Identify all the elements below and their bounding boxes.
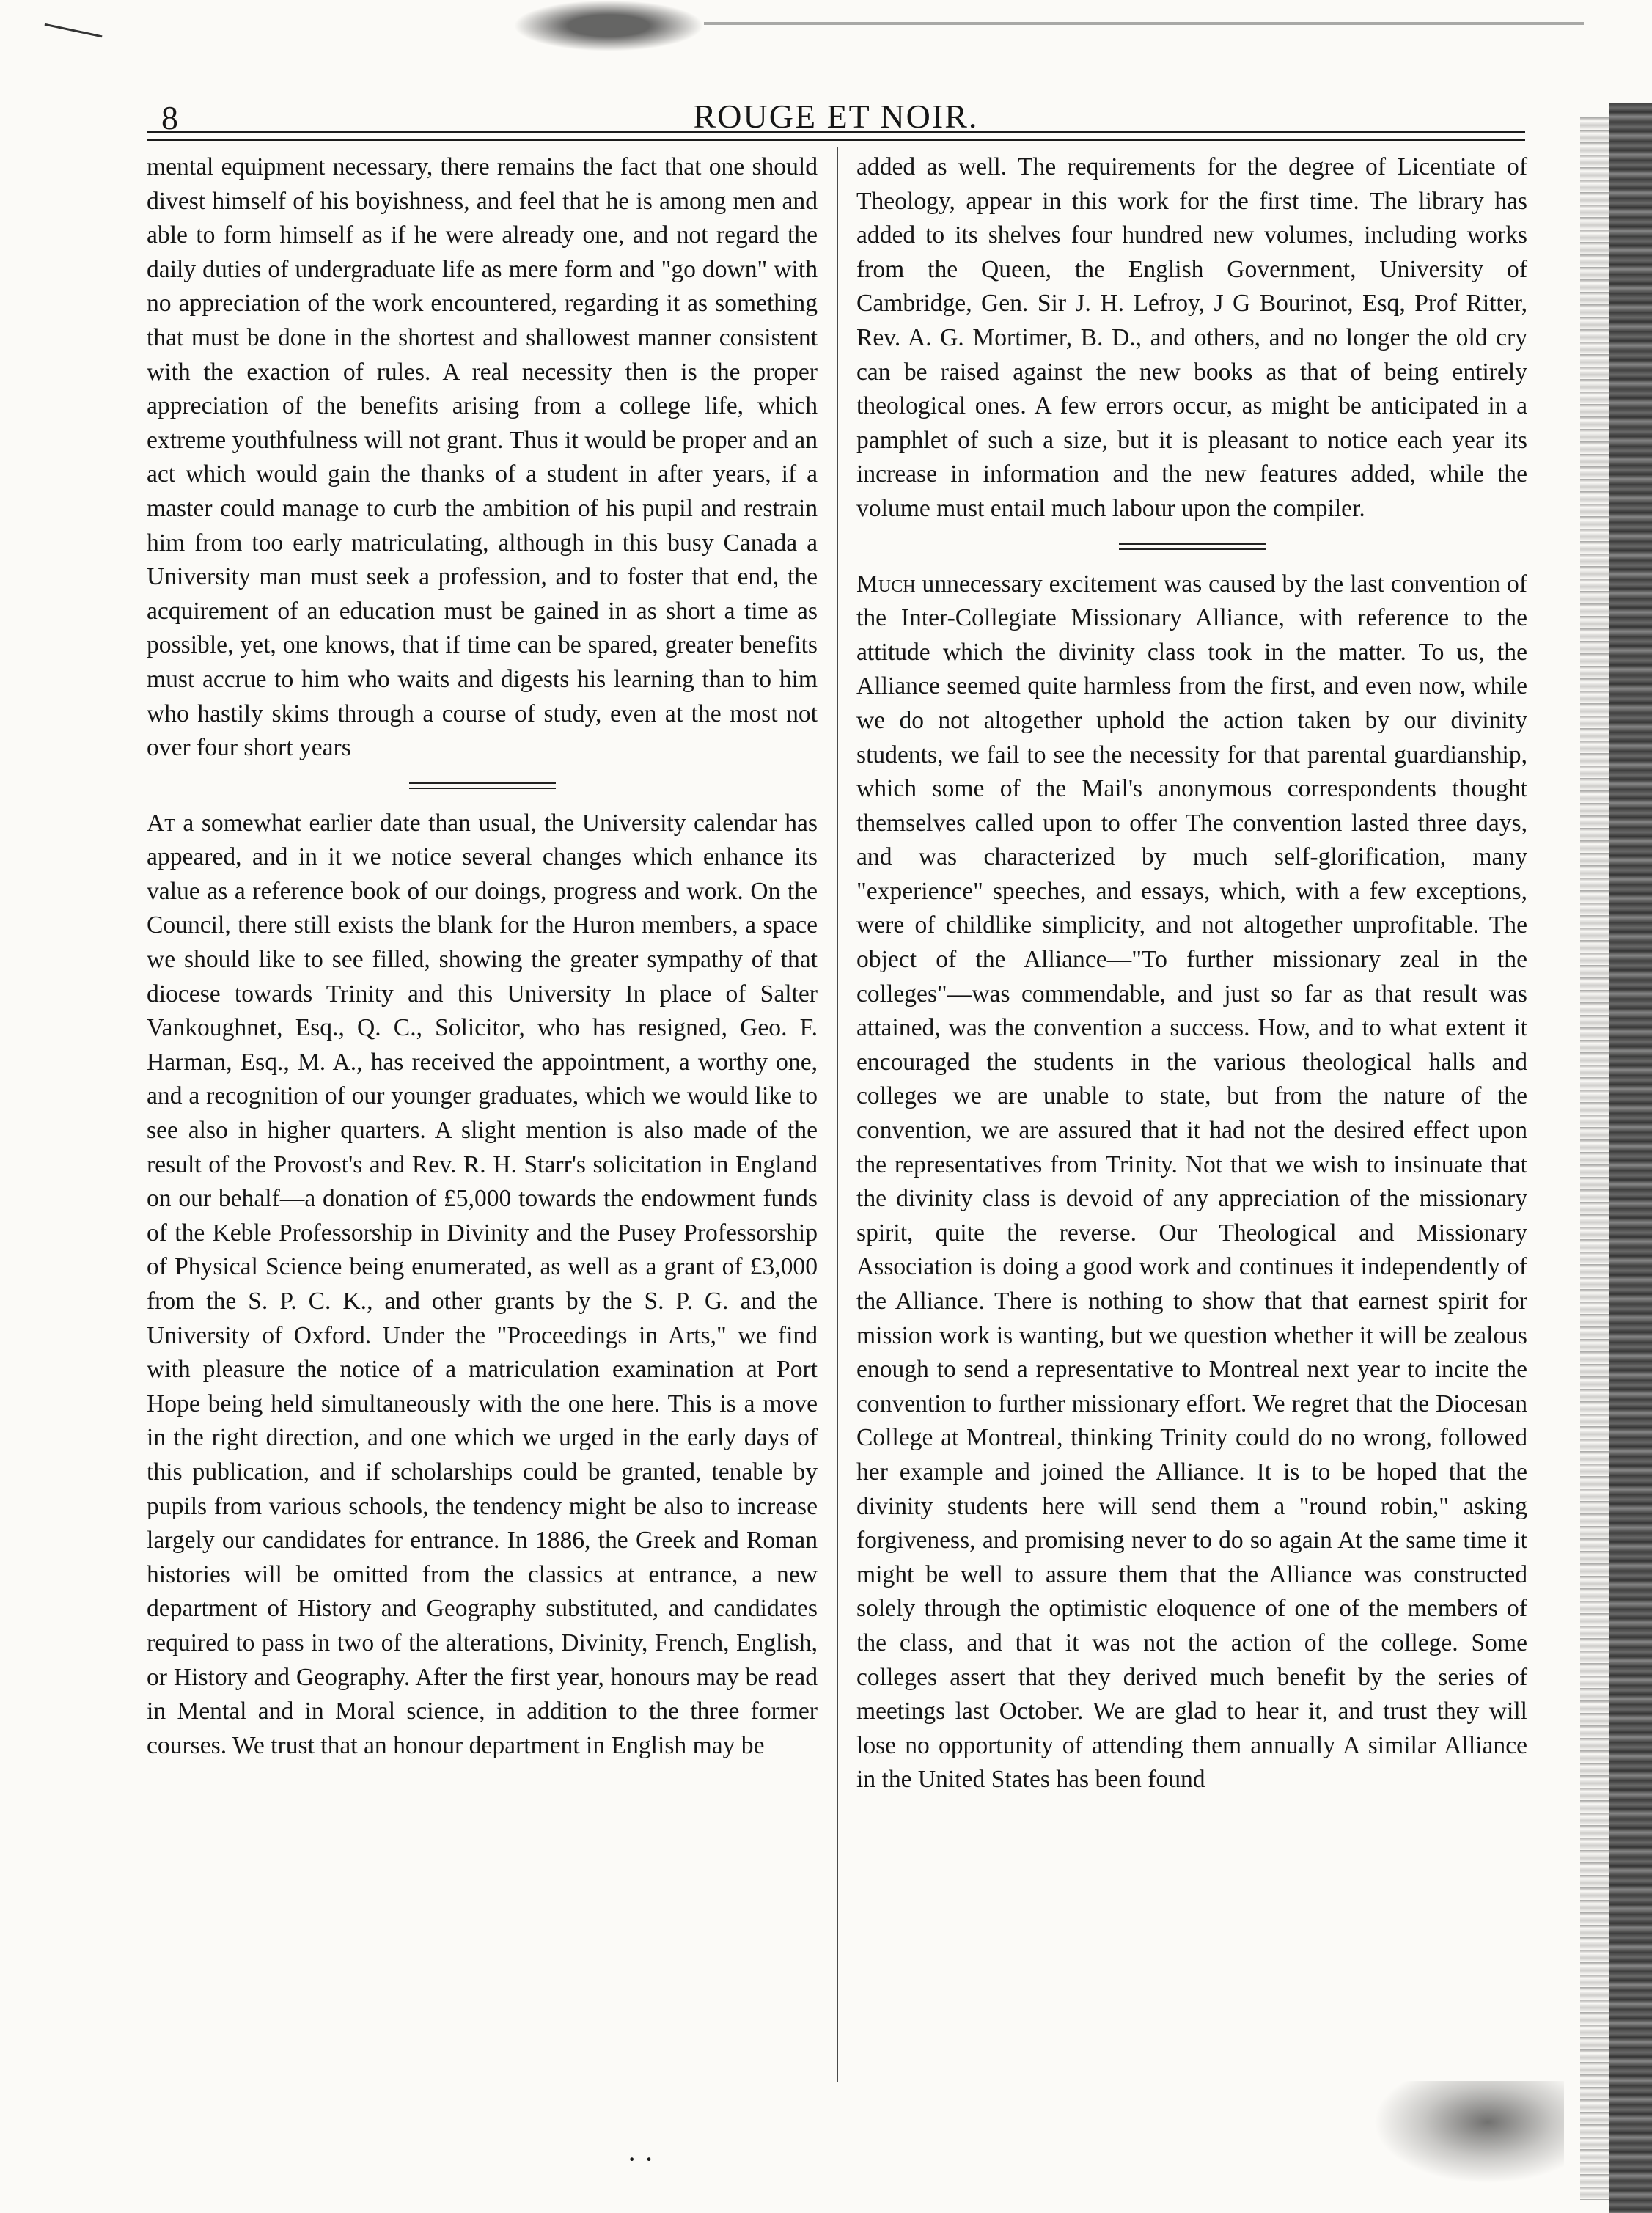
top-ornament-smudge	[513, 0, 704, 51]
header-double-rule	[147, 131, 1525, 141]
scan-dark-edge	[1609, 103, 1652, 2213]
bottom-ink-smudge	[1373, 2081, 1564, 2184]
section-separator	[409, 782, 556, 789]
article-paragraph: added as well. The requirements for the degree of Licentiate of Theology, appear in this work for the first time. The library has added to its shelves four hundred new volumes, including works from the Queen, the English Government, University of Cambridge, Gen. Sir J. H. Lefroy, J G Bourinot, Esq, Prof Ritter, Rev. A. G. Mortimer, B. D., and others, and no longer the old cry can be raised against the new books as that of being entirely theological ones. A few errors occur, as might be anticipated in a pamphlet of such a size, but it is pleasant to notice each year its increase in information and the new features added, while the volume must entail much labour upon the compiler.	[856, 153, 1527, 522]
lead-word: Much	[856, 570, 916, 598]
paragraph-body: a somewhat earlier date than usual, the University calendar has appeared, and in it we notice several changes which enhance its value as a reference book of our doings, progress and work. On the Council, there still exists the blank for the Huron members, a space we should like to see filled, showing the greater sympathy of that diocese towards Trinity and this University In place of Salter Vankoughnet, Esq., Q. C., Solicitor, who has resigned, Geo. F. Harman, Esq., M. A., has received the appointment, a worthy one, and a recognition of our younger graduates, which we would like to see also in higher quarters. A slight mention is also made of the result of the Provost's and Rev. R. H. Starr's solicitation in England on our behalf—a donation of £5,000 towards the endowment funds of the Keble Professorship in Divinity and the Pusey Professorship of Physical Science being enumerated, as well as a grant of £3,000 from the S. P. C. K., and other grants by the S. P. G. and the University of Oxford. Under the "Proceedings in Arts," we find with pleasure the notice of a matriculation examination at Port Hope being held simultaneously with the one here. This is a move in the right direction, and one which we urged in the early days of this publication, and if scholarships could be granted, tenable by pupils from various schools, the tendency might be also to increase largely our candidates for entrance. In 1886, the Greek and Roman histories will be omitted from the classics at entrance, a new department of History and Geography substituted, and candidates required to pass in two of the alterations, Divinity, French, English, or History and Geography. After the first year, honours may be read in Mental and in Moral science, in addition to the three former courses. We trust that an honour department in English may be	[147, 809, 818, 1759]
scan-edge-fringe	[1580, 117, 1609, 2200]
top-scan-line	[704, 22, 1584, 25]
corner-scan-mark	[45, 23, 103, 38]
page-title: ROUGE ET NOIR.	[693, 98, 979, 135]
article-paragraph: mental equipment necessary, there remains the fact that one should divest himself of his boyishness, and feel that he is among men and able to form himself as if he were already one, and not regard the daily duties of undergraduate life as mere form and "go down" with no appreciation of the work encountered, regarding it as something that must be done in the shortest and shallowest manner consistent with the exaction of rules. A real necessity then is the proper appreciation of the benefits arising from a college life, which extreme youthfulness will not grant. Thus it would be proper and an act which would gain the thanks of a student in after years, if a master could manage to curb the ambition of his pupil and restrain him from too early matriculating, although in this busy Canada a University man must seek a profession, and to foster that end, the acquirement of an education must be gained in as short a time as possible, yet, one knows, that if time can be spared, greater benefits must accrue to him who waits and digests his learning than to him who hastily skims through a course of study, even at the most not over four short years	[147, 153, 818, 762]
paragraph-body: unnecessary excitement was caused by the last convention of the Inter-Collegiate Missionary Alliance, with reference to the attitude which the divinity class took in the matter. To us, the Alliance seemed quite harmless from the first, and even now, while we do not altogether uphold the action taken by our divinity students, we fail to see the necessity for that parental guardianship, which some of the Mail's anonymous correspondents thought themselves called upon to offer The convention lasted three days, and was characterized by much self-glorification, many "experience" speeches, and essays, which, with a few exceptions, were of childlike simplicity, and not altogether unprofitable. The object of the Alliance—"To further missionary zeal in the colleges"—was commendable, and just so far as that result was attained, was the convention a success. How, and to what extent it encouraged the students in the various theological halls and colleges we are unable to state, but from the nature of the convention, we are assured that it had not the desired effect upon the representatives from Trinity. Not that we wish to insinuate that the divinity class is devoid of any appreciation of the missionary spirit, quite the reverse. Our Theological and Missionary Association is doing a good work and continues it independently of the Alliance. There is nothing to show that that earnest spirit for mission work is wanting, but we question whether it will be zealous enough to send a representative to Montreal next year to incite the convention to further missionary effort. We regret that the Diocesan College at Montreal, thinking Trinity could do no wrong, followed her example and joined the Alliance. It is to be hoped that the divinity students here will send them a "round robin," asking forgiveness, and promising never to do so again At the same time it might be well to assure them that the Alliance was constructed solely through the optimistic eloquence of one of the members of the class, and that it was not the action of the college. Some colleges assert that they derived much benefit by the series of meetings last October. We are glad to hear it, and trust they will lose no opportunity of attending them annually A similar Alliance in the United States has been found	[856, 570, 1527, 1794]
lead-word: At	[147, 809, 175, 837]
section-separator	[1119, 543, 1266, 550]
article-paragraph	[147, 807, 818, 1764]
left-column	[147, 150, 818, 1763]
article-paragraph	[856, 568, 1527, 1797]
footer-specks: · ·	[627, 2143, 654, 2176]
right-column	[856, 150, 1527, 1797]
page-number: 8	[161, 99, 178, 136]
column-divider	[837, 147, 838, 2082]
